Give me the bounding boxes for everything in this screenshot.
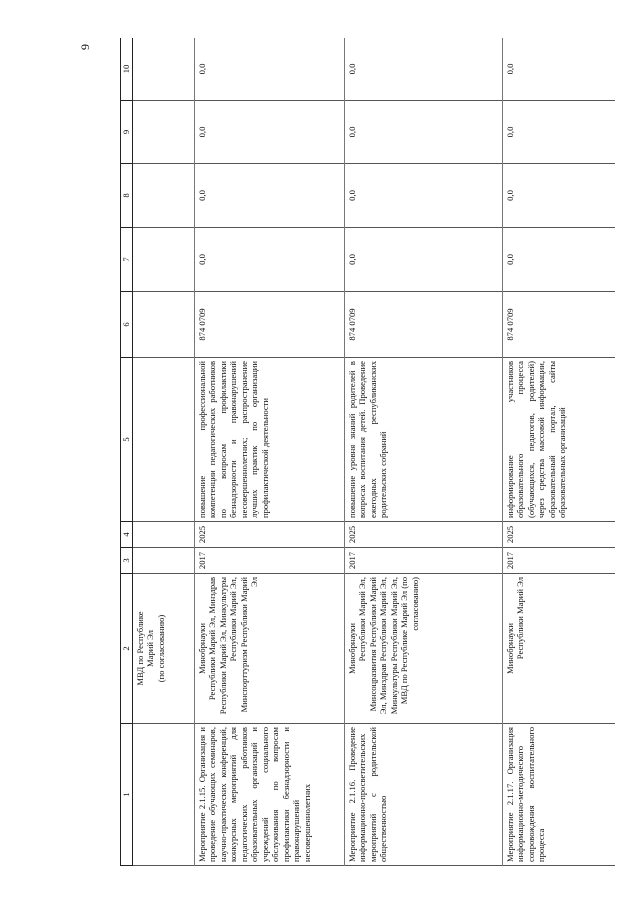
executor-rest: Республики Марий Эл — [515, 577, 526, 660]
column-header: 7 — [121, 228, 133, 292]
column-header: 4 — [121, 522, 133, 548]
page-number: 9 — [78, 44, 92, 50]
expected-result-cell: информирование участников образовательного процесса (обучающихся, педагогов, родителей) через средства массовой информации, образовательный портал, сайты образовательных организаций — [503, 358, 615, 522]
executor-rest: Республики Марий Эл, Минсоцразвития Республики Марий Эл, Минздрав Республики Марий Эл, Минкультуры Республики Марий Эл, МВД по Республике Марий Эл (по согласованию) — [357, 577, 420, 715]
executor-rest: Республики Марий Эл, Минздрав Республики Марий Эл, Минкультуры Республики Марий Эл, Минспорттуризм Республики Марий Эл — [207, 577, 260, 715]
value-cell: 0,0 — [503, 101, 615, 164]
end-year-cell: 2025 — [503, 522, 615, 548]
value-cell: 0,0 — [503, 38, 615, 101]
executor-line: МВД по Республике — [135, 611, 145, 686]
start-year-cell: 2017 — [503, 548, 615, 574]
program-table-page — [120, 38, 615, 866]
table-row — [195, 38, 345, 866]
value-cell: 0,0 — [345, 38, 503, 101]
activity-name-cell: Мероприятие 2.1.15. Организация и проведение обучающих семинаров, научно-практических конференций, конкурсных мероприятий для педагогических работников образовательных организаций и учреждений социального обслуживания по вопросам профилактики безнадзорности и правонарушений несовершеннолетних — [195, 724, 345, 866]
column-header: 1 — [121, 724, 133, 866]
executor-lead: Минобрнауки — [505, 623, 515, 674]
column-header: 2 — [121, 574, 133, 724]
column-number-header-row — [121, 38, 133, 866]
value-cell: 0,0 — [503, 228, 615, 292]
activity-name-cell: Мероприятие 2.1.17. Организация информационно-методического сопровождения воспитательного процесса — [503, 724, 615, 866]
end-year-cell: 2025 — [195, 522, 345, 548]
value-cell: 0,0 — [195, 101, 345, 164]
executor-line: Марий Эл — [145, 630, 156, 667]
executor-lead: Минобрнауки — [197, 623, 207, 674]
table-row — [345, 38, 503, 866]
value-cell: 0,0 — [345, 228, 503, 292]
value-cell: 0,0 — [195, 38, 345, 101]
executor-cell — [133, 574, 195, 724]
program-activities-table — [120, 38, 615, 866]
value-cell: 0,0 — [195, 164, 345, 228]
value-cell: 0,0 — [503, 164, 615, 228]
executor-cell — [503, 574, 615, 724]
continuation-row — [133, 38, 195, 866]
executor-lead: Минобрнауки — [347, 623, 357, 674]
budget-code-cell: 874 0709 — [345, 292, 503, 358]
column-header: 6 — [121, 292, 133, 358]
value-cell: 0,0 — [345, 101, 503, 164]
executor-cell — [195, 574, 345, 724]
expected-result-cell: повышение уровня знаний родителей в вопросах воспитания детей. Проведение ежегодных республиканских родительских собраний — [345, 358, 503, 522]
executor-line: (по согласованию) — [155, 614, 166, 683]
rotated-page-area — [120, 38, 615, 866]
column-header: 10 — [121, 38, 133, 101]
start-year-cell: 2017 — [195, 548, 345, 574]
column-header: 8 — [121, 164, 133, 228]
column-header: 9 — [121, 101, 133, 164]
table-row — [503, 38, 615, 866]
value-cell: 0,0 — [345, 164, 503, 228]
column-header: 5 — [121, 358, 133, 522]
activity-name-cell: Мероприятие 2.1.16. Проведение информационно-просветительских мероприятий с родительской общественностью — [345, 724, 503, 866]
value-cell: 0,0 — [195, 228, 345, 292]
expected-result-cell: повышение профессиональной компетенции педагогических работников по вопросам профилактики безнадзорности и правонарушений несовершеннолетних; распространение лучших практик по организации профилактической деятельности — [195, 358, 345, 522]
budget-code-cell: 874 0709 — [195, 292, 345, 358]
executor-cell — [345, 574, 503, 724]
start-year-cell: 2017 — [345, 548, 503, 574]
column-header: 3 — [121, 548, 133, 574]
budget-code-cell: 874 0709 — [503, 292, 615, 358]
end-year-cell: 2025 — [345, 522, 503, 548]
